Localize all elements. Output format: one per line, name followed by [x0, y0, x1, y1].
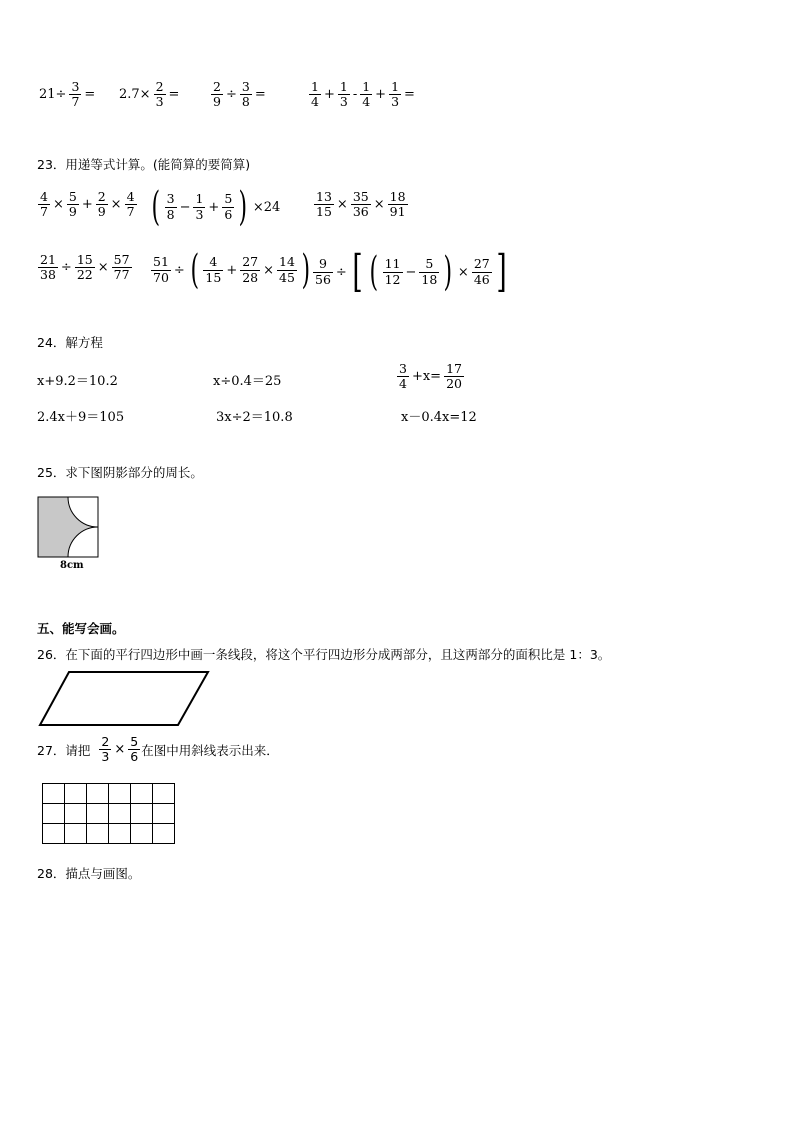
fraction: $\frac{5}{9}$ [68, 189, 77, 220]
grid-cell[interactable] [87, 824, 109, 844]
shaded-region [38, 497, 98, 557]
q23-expr-e: $\frac{51}{70}$ ÷ ( $\frac{4}{15}$ + $\frac{27}{28}$ × $\frac{14}{45}$ ) [153, 247, 311, 293]
fraction: $\frac{11}{12}$ [384, 256, 401, 287]
left-bracket: [ [352, 246, 363, 297]
fraction: $\frac{9}{56}$ [315, 256, 331, 287]
fraction: $\frac{13}{15}$ [316, 189, 332, 220]
q27-title: 27．请把 $\frac{2}{3}$ × $\frac{5}{6}$ 在图中用斜线表示出来． [37, 734, 279, 765]
parallelogram [40, 672, 208, 725]
fraction: $\frac{3}{7}$ [71, 79, 80, 110]
q23-expr-f: $\frac{9}{56}$ ÷ [ ( $\frac{11}{12}$ − $\frac{5}{18}$ ) × $\frac{27}{46}$ ] [315, 246, 507, 297]
grid-cell[interactable] [153, 804, 175, 824]
left-paren: ( [151, 184, 161, 230]
figure-label: 8cm [60, 560, 84, 571]
fraction: $\frac{18}{91}$ [389, 189, 406, 220]
fraction: $\frac{2}{9}$ [97, 189, 106, 220]
expr-2.7-times: 2.7× $\frac{2}{3}$ = [119, 79, 180, 110]
grid-cell[interactable] [109, 804, 131, 824]
q23-expr-b: ( $\frac{3}{8}$ − $\frac{1}{3}$ + $\frac{5}{6}$ ) ×24 [151, 184, 281, 230]
grid-cell[interactable] [43, 804, 65, 824]
fraction: $\frac{3}{8}$ [166, 191, 175, 222]
grid-cell[interactable] [65, 824, 87, 844]
right-bracket: ] [496, 246, 507, 297]
q24-title: 24．解方程 [37, 335, 103, 350]
grid-cell[interactable] [87, 804, 109, 824]
fraction: $\frac{1}{3}$ [339, 79, 348, 110]
grid-cell[interactable] [109, 784, 131, 804]
equation-6: x－0.4x=12 [401, 410, 477, 425]
fraction: $\frac{4}{7}$ [126, 189, 135, 220]
grid-row [43, 784, 175, 804]
shaded-figure [36, 495, 104, 561]
expr-four-fracs: $\frac{1}{4}$ + $\frac{1}{3}$ - $\frac{1}{4}$ + $\frac{1}{3}$ = [311, 79, 415, 110]
left-paren: ( [190, 247, 199, 293]
fraction: $\frac{27}{46}$ [473, 256, 490, 287]
grid-cell[interactable] [131, 804, 153, 824]
fraction: $\frac{51}{70}$ [153, 254, 169, 285]
fraction: $\frac{2}{3}$ [155, 79, 164, 110]
fraction: $\frac{4}{15}$ [205, 254, 222, 285]
fraction: $\frac{27}{28}$ [242, 254, 259, 285]
fraction-grid [42, 783, 175, 844]
q28-title: 28．描点与画图。 [37, 866, 141, 881]
section-5-title: 五、能写会画。 [37, 621, 125, 636]
q23-expr-d: $\frac{21}{38}$ ÷ $\frac{15}{22}$ × $\frac{57}{77}$ [40, 252, 130, 283]
grid-cell[interactable] [109, 824, 131, 844]
fraction: $\frac{17}{20}$ [446, 361, 462, 392]
left-paren: ( [369, 249, 379, 295]
expr-frac-div: $\frac{2}{9}$ ÷ $\frac{3}{8}$ = [213, 79, 266, 110]
fraction: $\frac{1}{3}$ [391, 79, 400, 110]
equation-2: x÷0.4＝25 [213, 374, 282, 389]
grid-cell[interactable] [153, 784, 175, 804]
fraction: $\frac{2}{3}$ [101, 734, 110, 765]
expr-prefix: 21÷ [39, 87, 67, 103]
equation-4: 2.4x＋9＝105 [37, 410, 125, 425]
q23-expr-c: $\frac{13}{15}$ × $\frac{35}{36}$ × $\frac{18}{91}$ [316, 189, 406, 220]
parallelogram-figure [36, 670, 212, 728]
q23-expr-a: $\frac{4}{7}$ × $\frac{5}{9}$ + $\frac{2}{9}$ × $\frac{4}{7}$ [40, 189, 135, 220]
grid-cell[interactable] [131, 824, 153, 844]
fraction: $\frac{4}{7}$ [40, 189, 48, 220]
fraction: $\frac{5}{18}$ [421, 256, 438, 287]
grid-cell[interactable] [153, 824, 175, 844]
equation-3: $\frac{3}{4}$ +x= $\frac{17}{20}$ [399, 361, 462, 392]
fraction: $\frac{21}{38}$ [40, 252, 56, 283]
expr-21-div: 21÷ $\frac{3}{7}$ = [39, 79, 96, 110]
fraction: $\frac{5}{6}$ [224, 191, 233, 222]
q25-title: 25．求下图阴影部分的周长。 [37, 465, 203, 480]
fraction: $\frac{15}{22}$ [76, 252, 93, 283]
grid-cell[interactable] [65, 784, 87, 804]
fraction: $\frac{3}{4}$ [399, 361, 407, 392]
grid-cell[interactable] [65, 804, 87, 824]
grid-cell[interactable] [87, 784, 109, 804]
fraction: $\frac{5}{6}$ [130, 734, 139, 765]
fraction: $\frac{35}{36}$ [352, 189, 369, 220]
grid-cell[interactable] [131, 784, 153, 804]
grid-row [43, 824, 175, 844]
fraction: $\frac{2}{9}$ [213, 79, 221, 110]
fraction: $\frac{1}{4}$ [362, 79, 371, 110]
q23-title: 23．用递等式计算。(能简算的要简算) [37, 157, 251, 172]
fraction: $\frac{3}{8}$ [241, 79, 250, 110]
grid-cell[interactable] [43, 824, 65, 844]
grid-cell[interactable] [43, 784, 65, 804]
fraction: $\frac{1}{4}$ [311, 79, 319, 110]
equation-5: 3x÷2＝10.8 [216, 410, 293, 425]
fraction: $\frac{1}{3}$ [195, 191, 204, 222]
fraction: $\frac{57}{77}$ [113, 252, 130, 283]
q26-title: 26．在下面的平行四边形中画一条线段，将这个平行四边形分成两部分，且这两部分的面积比是 1：3。 [37, 647, 611, 662]
right-paren: ) [443, 249, 453, 295]
right-paren: ) [238, 184, 248, 230]
equation-1: x+9.2＝10.2 [37, 374, 118, 389]
grid-row [43, 804, 175, 824]
fraction: $\frac{14}{45}$ [279, 254, 295, 285]
right-paren: ) [301, 247, 311, 293]
